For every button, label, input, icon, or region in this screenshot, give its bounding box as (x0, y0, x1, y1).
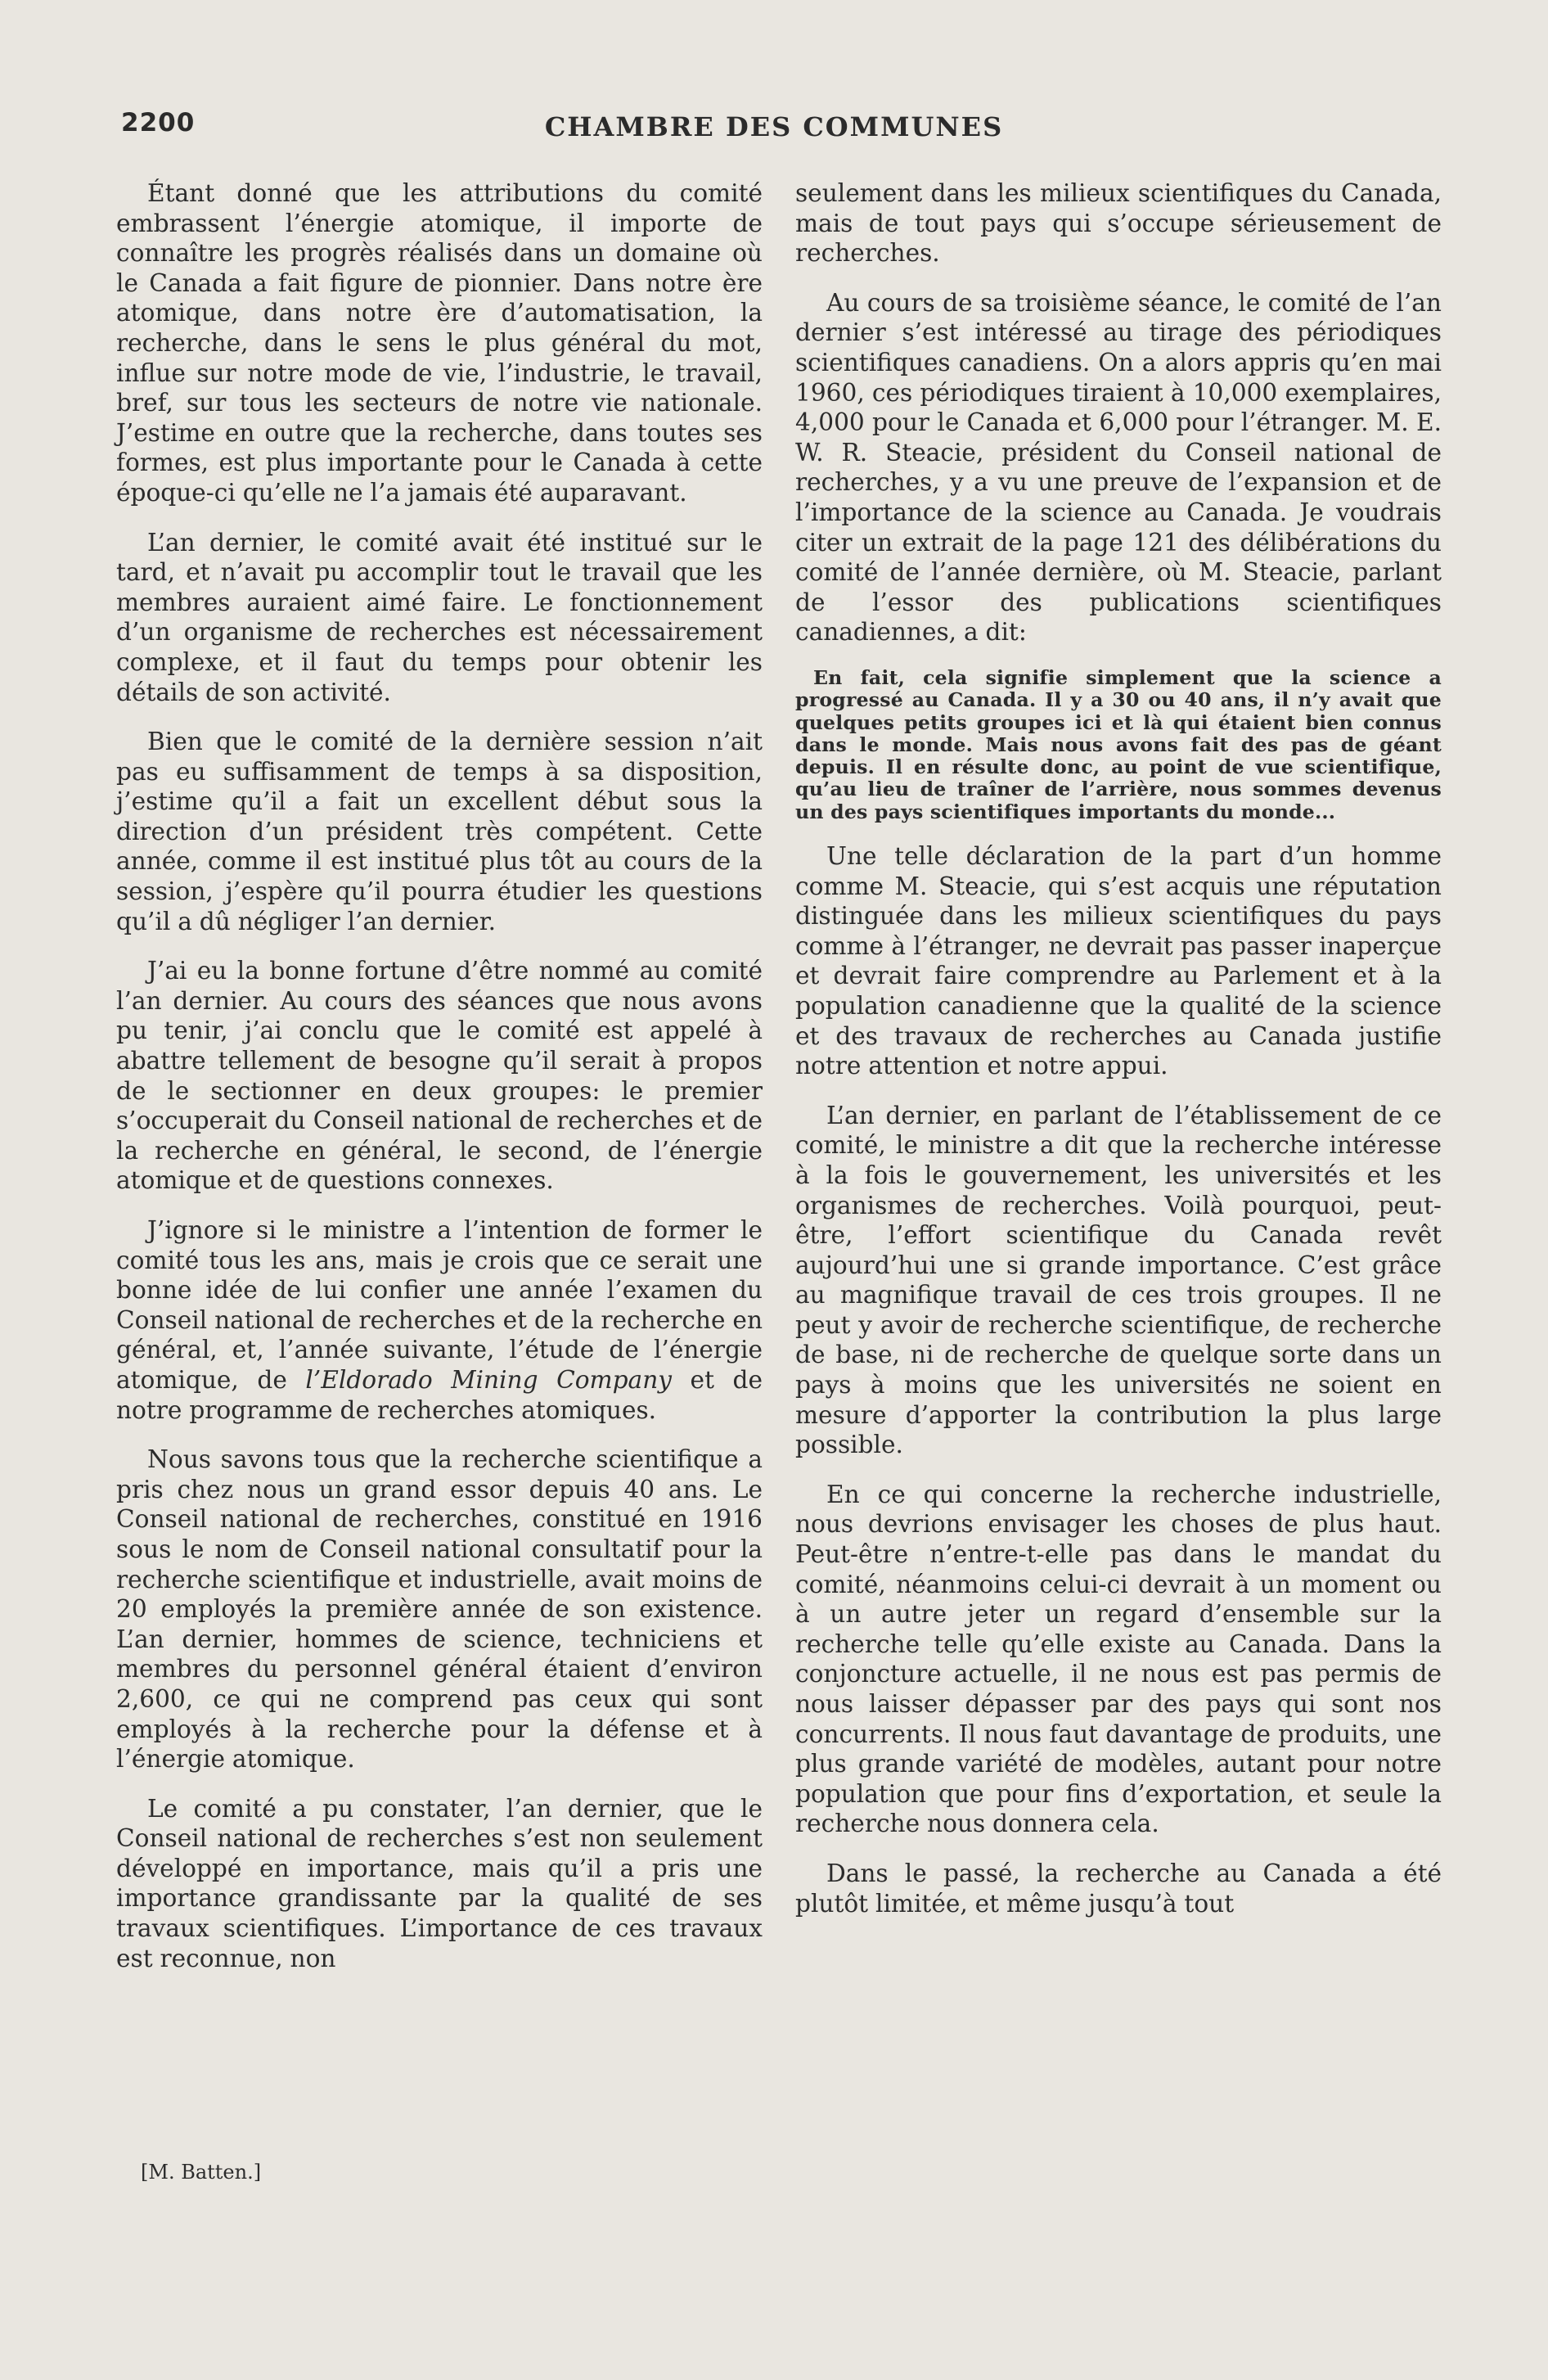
paragraph: Bien que le comité de la dernière session n’ait pas eu suffisamment de temps à sa disposition, j’estime qu’il a fait un excellent début sous la direction d’un président très compétent. Cette année, comme il est institué plus tôt au cours de la session, j’espère qu’il pourra étudier les questions qu’il a dû négliger l’an dernier. (116, 728, 763, 935)
paragraph: Dans le passé, la recherche au Canada a été plutôt limitée, et même jusqu’à tout (795, 1859, 1442, 1918)
paragraph-text: et de notre programme de recherches atomiques. (116, 1365, 763, 1424)
paragraph (116, 1215, 763, 1425)
paragraph: L’an dernier, en parlant de l’établissement de ce comité, le ministre a dit que la recherche intéresse à la fois le gouvernement, les universités et les organismes de recherches. Voilà pourquoi, peut-être, l’effort scientifique du Canada revêt aujourd’hui une si grande importance. C’est grâce au magnifique travail de ces trois groupes. Il ne peut y avoir de recherche scientifique, de recherche de base, ni de recherche de quelque sorte dans un pays à moins que les universités ne soient en mesure d’apporter la contribution la plus large possible. (795, 1101, 1442, 1459)
right-column (795, 178, 1442, 1938)
paragraph: Au cours de sa troisième séance, le comité de l’an dernier s’est intéressé au tirage des périodiques scientifiques canadiens. On a alors appris qu’en mai 1960, ces périodiques tiraient à 10,000 exemplaires, 4,000 pour le Canada et 6,000 pour l’étranger. M. E. W. R. Steacie, président du Conseil national de recherches, y a vu une preuve de l’expansion et de l’importance de la science au Canada. Je voudrais citer un extrait de la page 121 des délibérations du comité de l’année dernière, où M. Steacie, parlant de l’essor des publications scientifiques canadiennes, a dit: (795, 288, 1442, 647)
paragraph: J’ai eu la bonne fortune d’être nommé au comité l’an dernier. Au cours des séances que nous avons pu tenir, j’ai conclu que le comité est appelé à abattre tellement de besogne qu’il serait à propos de le sectionner en deux groupes: le premier s’occuperait du Conseil national de recherches et de la recherche en général, le second, de l’énergie atomique et de questions connexes. (116, 957, 763, 1195)
block-quote: En fait, cela signifie simplement que la science a progressé au Canada. Il y a 30 ou 40 ans, il n’y avait que quelques petits groupes ici et là qui étaient bien connus dans le monde. Mais nous avons fait des pas de géant depuis. Il en résulte donc, au point de vue scientifique, qu’au lieu de traîner de l’arrière, nous sommes devenus un des pays scientifiques importants du monde... (795, 665, 1442, 823)
page-number: 2200 (121, 108, 196, 137)
paragraph: En ce qui concerne la recherche industrielle, nous devrions envisager les choses de plus haut. Peut-être n’entre-t-elle pas dans le mandat du comité, néanmoins celui-ci devrait à un moment ou à un autre jeter un regard d’ensemble sur la recherche telle qu’elle existe au Canada. Dans la conjoncture actuelle, il ne nous est pas permis de nous laisser dépasser par des pays qui sont nos concurrents. Il nous faut davantage de produits, une plus grande variété de modèles, autant pour notre population que pour fins d’exportation, et seule la recherche nous donnera cela. (795, 1480, 1442, 1838)
paragraph: Nous savons tous que la recherche scientifique a pris chez nous un grand essor depuis 40 ans. Le Conseil national de recherches, constitué en 1916 sous le nom de Conseil national consultatif pour la recherche scientifique et industrielle, avait moins de 20 employés la première année de son existence. L’an dernier, hommes de science, techniciens et membres du personnel général étaient d’environ 2,600, ce qui ne comprend pas ceux qui sont employés à la recherche pour la défense et à l’énergie atomique. (116, 1445, 763, 1774)
paragraph: Étant donné que les attributions du comité embrassent l’énergie atomique, il importe de connaître les progrès réalisés dans un domaine où le Canada a fait figure de pionnier. Dans notre ère atomique, dans notre ère d’automatisation, la recherche, dans le sens le plus général du mot, influe sur notre mode de vie, l’industrie, le travail, bref, sur tous les secteurs de notre vie nationale. J’estime en outre que la recherche, dans toutes ses formes, est plus importante pour le Canada à cette époque-ci qu’elle ne l’a jamais été auparavant. (116, 179, 763, 507)
speaker-attribution: [M. Batten.] (141, 2161, 262, 2184)
paragraph: L’an dernier, le comité avait été institué sur le tard, et n’avait pu accomplir tout le travail que les membres auraient aimé faire. Le fonctionnement d’un organisme de recherches est nécessairement complexe, et il faut du temps pour obtenir les détails de son activité. (116, 528, 763, 706)
paragraph: seulement dans les milieux scientifiques du Canada, mais de tout pays qui s’occupe sérieusement de recherches. (795, 179, 1442, 268)
company-name-italic: l’Eldorado Mining Company (305, 1365, 672, 1394)
page-header-title: CHAMBRE DES COMMUNES (544, 111, 1004, 142)
paragraph: Une telle déclaration de la part d’un homme comme M. Steacie, qui s’est acquis une réputation distinguée dans les milieux scientifiques du pays comme à l’étranger, ne devrait pas passer inaperçue et devrait faire comprendre au Parlement et à la population canadienne que la qualité de la science et des travaux de recherches au Canada justifie notre attention et notre appui. (795, 841, 1442, 1080)
paragraph: Le comité a pu constater, l’an dernier, que le Conseil national de recherches s’est non seulement développé en importance, mais qu’il a pris une importance grandissante par la qualité de ses travaux scientifiques. L’importance de ces travaux est reconnue, non (116, 1794, 763, 1972)
left-column (116, 178, 763, 1993)
paragraph-text: J’ignore si le ministre a l’intention de former le comité tous les ans, mais je crois que ce serait une bonne idée de lui confier une année l’examen du Conseil national de recherches et de la recherche en général, et, l’année suivante, l’étude de l’énergie atomique, de (116, 1216, 763, 1394)
